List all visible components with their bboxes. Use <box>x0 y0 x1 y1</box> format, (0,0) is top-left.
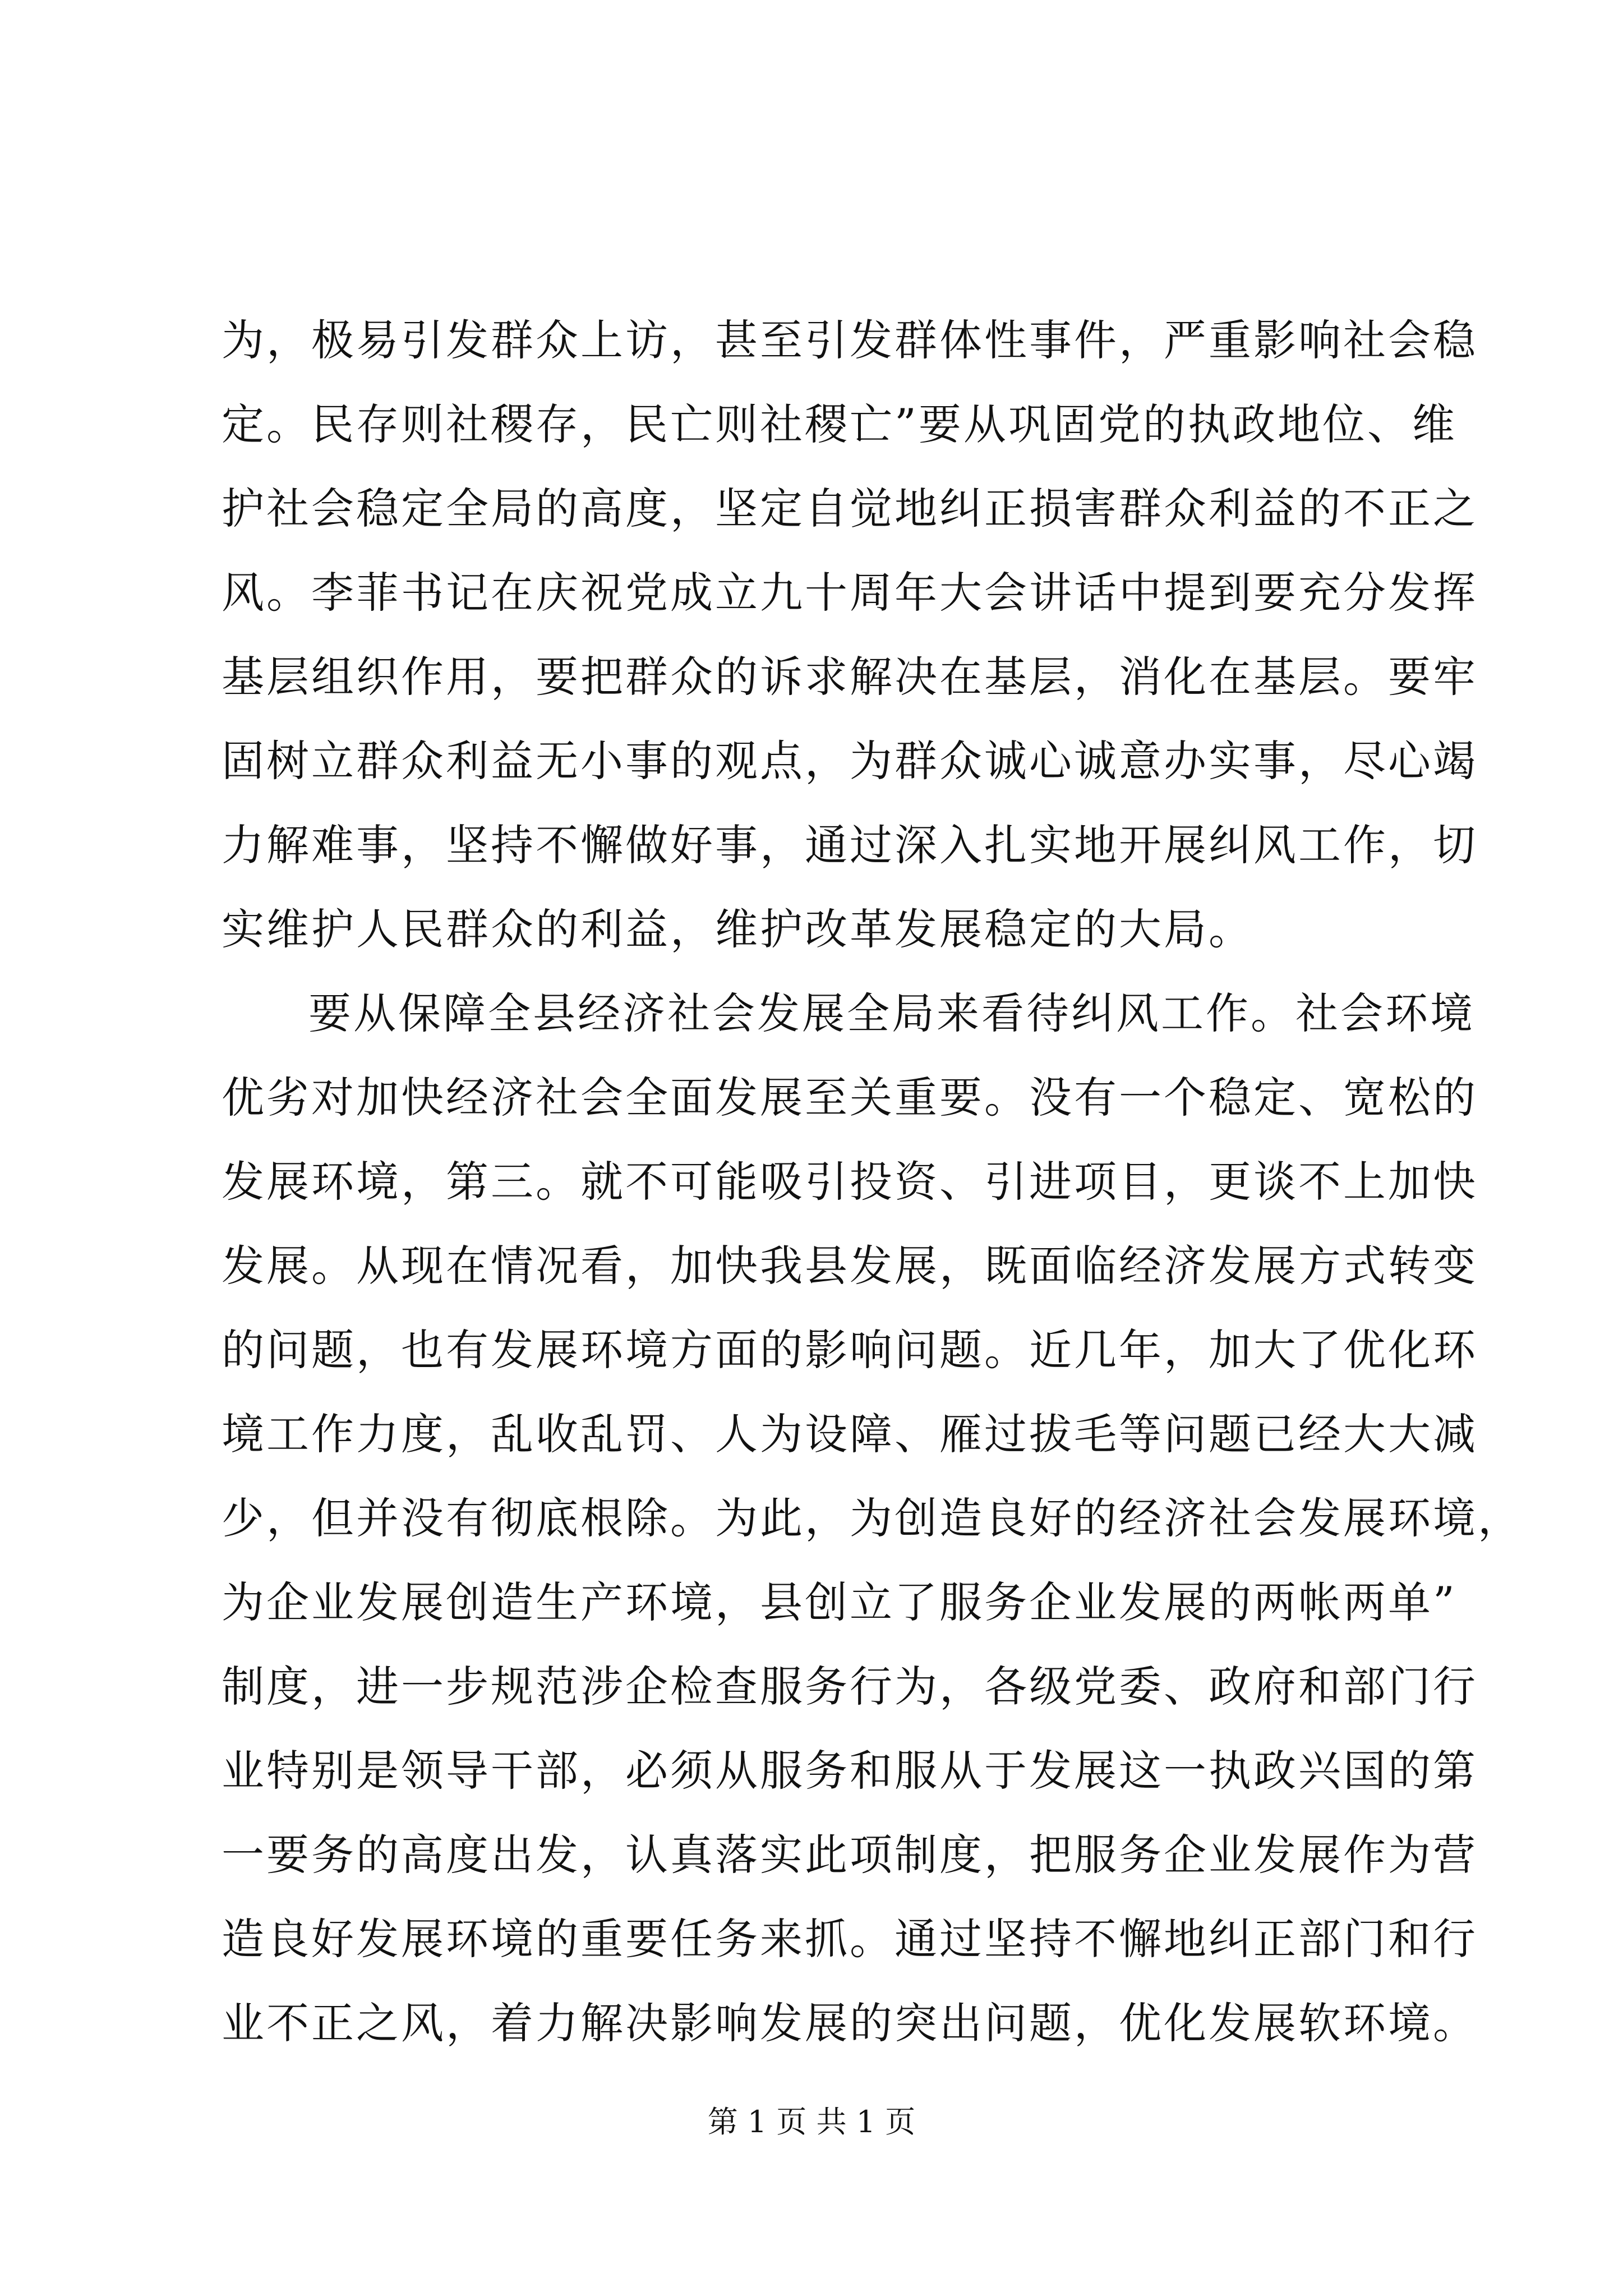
text-line: 风。李菲书记在庆祝党成立九十周年大会讲话中提到要充分发挥 <box>222 568 1478 618</box>
text-line: 要从保障全县经济社会发展全局来看待纠风工作。社会环境 <box>308 988 1475 1038</box>
text-line: 为，极易引发群众上访，甚至引发群体性事件，严重影响社会稳 <box>222 315 1478 365</box>
text-line: 护社会稳定全局的高度，坚定自觉地纠正损害群众利益的不正之 <box>222 484 1478 533</box>
text-line: 发展环境，第三。就不可能吸引投资、引进项目，更谈不上加快 <box>222 1157 1478 1207</box>
paragraph <box>222 972 1523 2065</box>
text-line: 一要务的高度出发，认真落实此项制度，把服务企业发展作为营 <box>222 1830 1478 1880</box>
text-line: 造良好发展环境的重要任务来抓。通过坚持不懈地纠正部门和行 <box>222 1914 1478 1964</box>
page-footer: 第 1 页 共 1 页 <box>707 2104 916 2139</box>
text-line: 基层组织作用，要把群众的诉求解决在基层，消化在基层。要牢 <box>222 652 1478 702</box>
paragraph <box>222 298 1478 972</box>
text-line: 境工作力度，乱收乱罚、人为设障、雁过拔毛等问题已经大大减 <box>222 1409 1478 1459</box>
text-line: 实维护人民群众的利益，维护改革发展稳定的大局。 <box>222 904 1253 954</box>
text-line: 力解难事，坚持不懈做好事，通过深入扎实地开展纠风工作，切 <box>222 820 1478 870</box>
text-line: 制度，进一步规范涉企检查服务行为，各级党委、政府和部门行 <box>222 1662 1478 1711</box>
text-line: 发展。从现在情况看，加快我县发展，既面临经济发展方式转变 <box>222 1241 1478 1291</box>
text-line: 定。民存则社稷存，民亡则社稷亡”要从巩固党的执政地位、维 <box>222 399 1457 449</box>
text-line: 优劣对加快经济社会全面发展至关重要。没有一个稳定、宽松的 <box>222 1073 1478 1122</box>
body-text <box>222 298 1523 2065</box>
text-line: 的问题，也有发展环境方面的影响问题。近几年，加大了优化环 <box>222 1325 1478 1375</box>
text-line: 固树立群众利益无小事的观点，为群众诚心诚意办实事，尽心竭 <box>222 736 1478 786</box>
text-line: 为企业发展创造生产环境，县创立了服务企业发展的两帐两单” <box>222 1577 1457 1627</box>
text-line: 业不正之风，着力解决影响发展的突出问题，优化发展软环境。 <box>222 1998 1478 2048</box>
text-line: 少，但并没有彻底根除。为此，为创造良好的经济社会发展环境， <box>222 1493 1523 1543</box>
text-line: 业特别是领导干部，必须从服务和服从于发展这一执政兴国的第 <box>222 1746 1478 1796</box>
